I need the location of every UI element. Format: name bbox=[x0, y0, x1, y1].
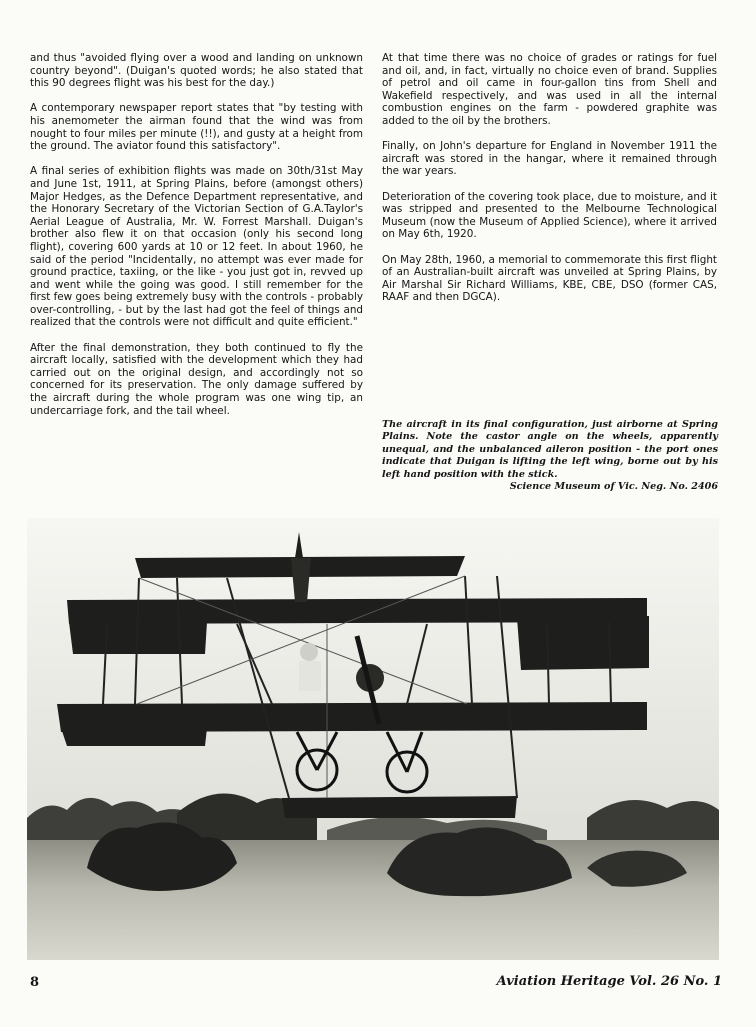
paragraph: A final series of exhibition flights was made on 30th/31st May and June 1st, 1911, at Spring Plains, before (amongst others) Major Hedges, as the Defence Department representative, and the Honorary Secretary of the Victorian Section of G.A.Taylor's Aerial League of Australia, Mr. W. Forrest Marshall. Duigan's brother also flew it on that occasion (only his second long flight), covering 600 yards at 10 or 12 feet. In about 1960, he said of the period "Incidentally, no attempt was ever made for ground practice, taxiing, or the like - you just got in, revved up and went while the going was good. I still remember for the first few goes being extremely busy with the controls - probably over-controlling, - but by the last had got the feel of things and realized that the controls were not difficult and quite efficient." bbox=[30, 165, 363, 329]
paragraph: and thus "avoided flying over a wood and landing on unknown country beyond". (Duigan's quoted words; he also stated that this 90 degrees flight was his best for the day.) bbox=[30, 52, 363, 90]
paragraph: At that time there was no choice of grades or ratings for fuel and oil, and, in fact, virtually no choice even of brand. Supplies of petrol and oil came in four-gallon tins from Shell and Wakefield respectively, and was used in all the internal combustion engines on the farm - powdered graphite was added to the oil by the brothers. bbox=[382, 52, 717, 127]
page-number: 8 bbox=[30, 975, 40, 990]
paragraph: Deterioration of the covering took place, due to moisture, and it was stripped and presented to the Melbourne Technological Museum (now the Museum of Applied Science), where it arrived on May 6th, 1920. bbox=[382, 190, 717, 241]
paragraph: Finally, on John's departure for England in November 1911 the aircraft was stored in the hangar, where it remained through the war years. bbox=[382, 140, 717, 178]
biplane-photo bbox=[27, 518, 719, 960]
left-text-column bbox=[30, 52, 363, 430]
paragraph: A contemporary newspaper report states that "by testing with his anemometer the airman found that the wind was from nought to four miles per minute (!!), and gusty at a height from the ground. The aviator found this satisfactory". bbox=[30, 102, 363, 153]
caption-credit: Science Museum of Vic. Neg. No. 2406 bbox=[509, 481, 718, 493]
paragraph: On May 28th, 1960, a memorial to commemorate this first flight of an Australian-built aircraft was unveiled at Spring Plains, by Air Marshal Sir Richard Williams, KBE, CBE, DSO (former CAS, RAAF and then DGCA). bbox=[382, 253, 717, 304]
paragraph: After the final demonstration, they both continued to fly the aircraft locally, satisfied with the development which they had carried out on the original design, and accordingly not so concerned for its preservation. The only damage suffered by the aircraft during the whole program was one wing tip, an undercarriage fork, and the tail wheel. bbox=[30, 341, 363, 417]
biplane-photo-illustration bbox=[27, 518, 719, 960]
right-text-column bbox=[382, 52, 717, 316]
photo-caption bbox=[382, 419, 718, 493]
journal-footer: Aviation Heritage Vol. 26 No. 1 bbox=[496, 974, 722, 989]
caption-text: The aircraft in its final configuration, just airborne at Spring Plains. Note the castor angle on the wheels, apparently unequal, and the unbalanced aileron position - the port ones indicate that Duigan is lifting the left wing, borne out by his left hand position with the stick. bbox=[382, 419, 718, 480]
